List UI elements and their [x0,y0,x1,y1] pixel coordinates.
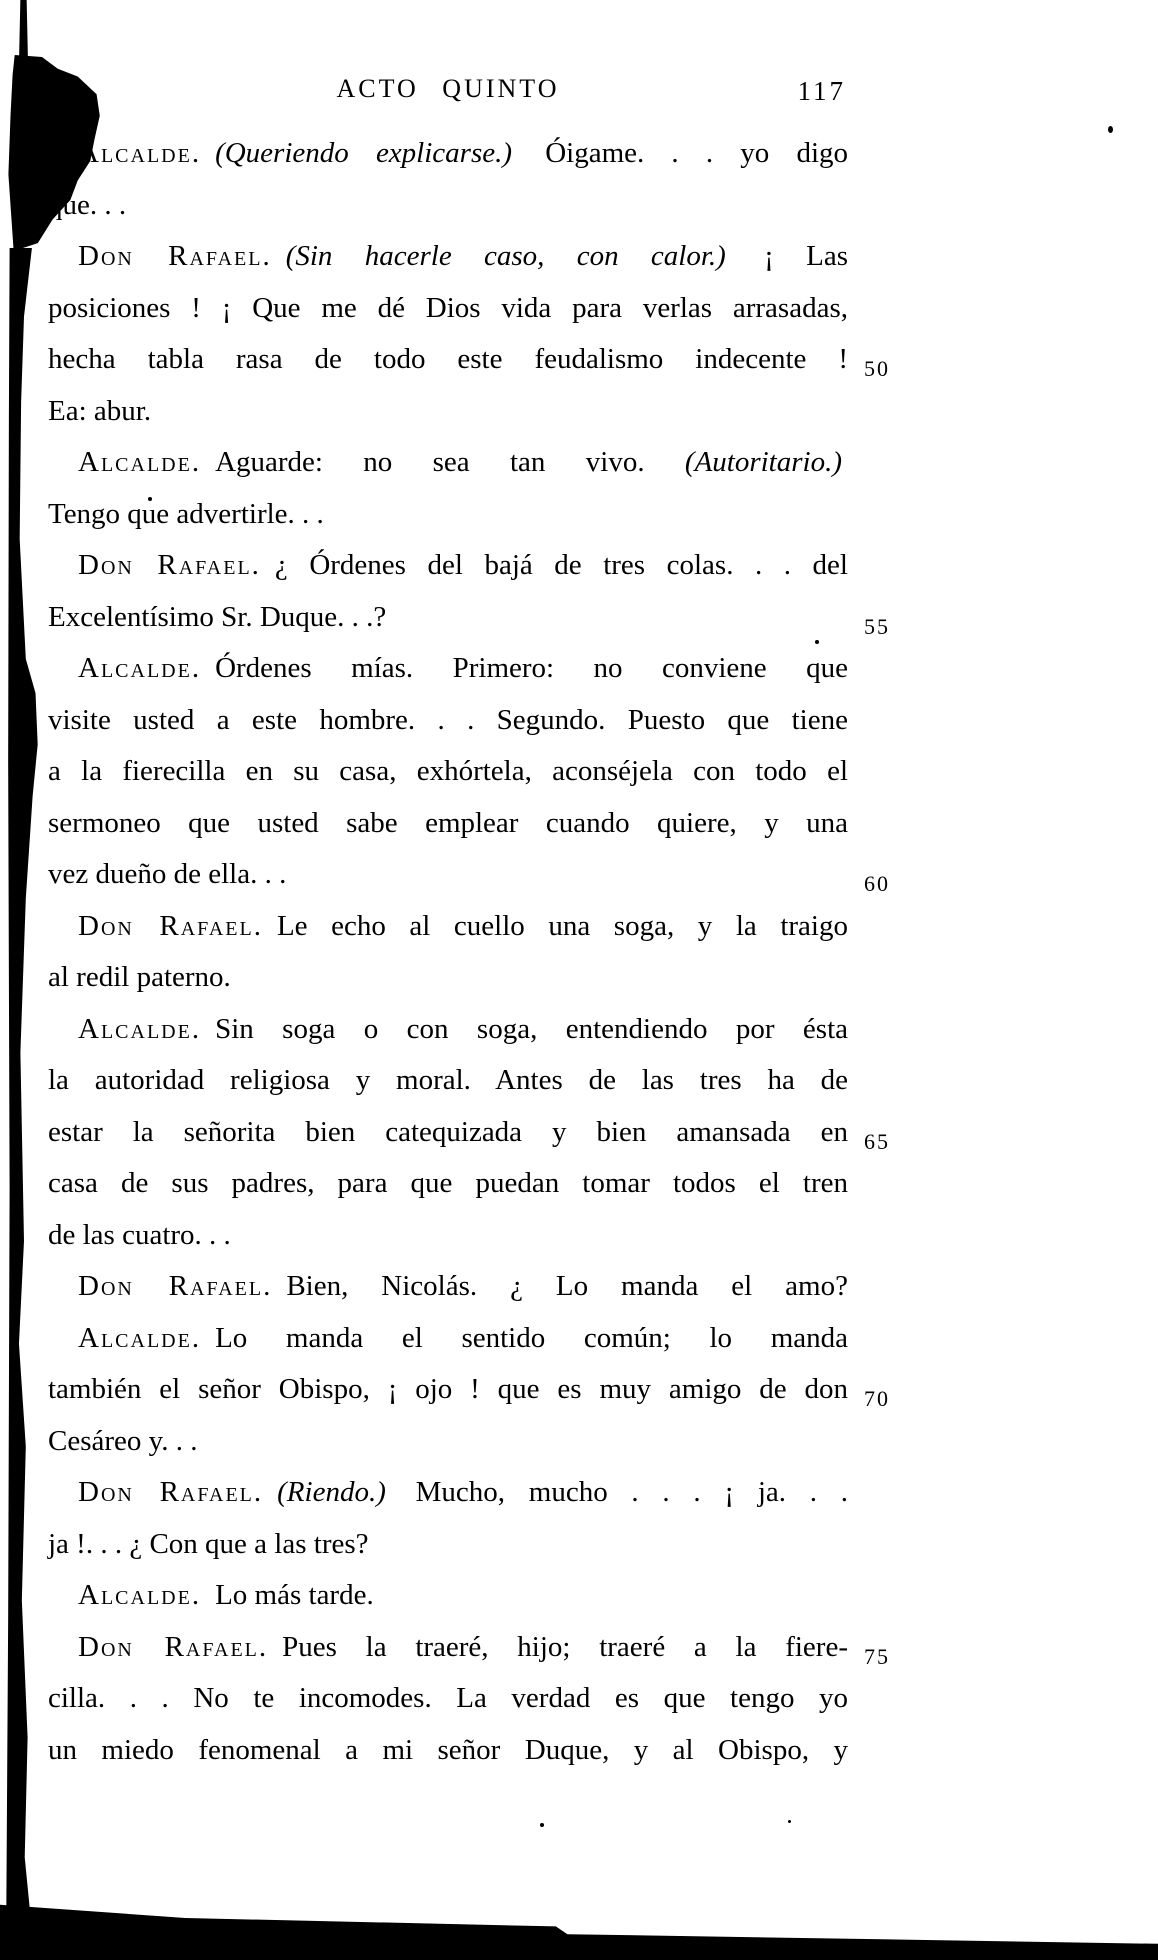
dialogue-text: Óigame. . . yo digo [518,137,849,169]
play-text-block [48,128,890,1776]
dialogue-text: al redil paterno. [48,961,231,993]
text-line [48,1210,848,1262]
dialogue-text: Sin soga o con soga, entendiendo por ésta [215,1012,848,1045]
verse-line-number: 70 [864,1386,890,1411]
dialogue-text: estar la señorita bien catequizada y bien amansada en [48,1115,848,1148]
speaker-name: Alcalde. [78,137,202,169]
text-line [48,128,848,180]
speaker-name: Don Rafael. [78,1630,269,1663]
scan-artifact-left-gutter [6,248,42,1960]
text-line [48,231,848,283]
text-line [48,1107,890,1159]
scan-speck [540,1823,544,1827]
text-line [48,695,848,747]
verse-line-number: 65 [864,1128,890,1154]
text-line [48,643,848,695]
text-line [48,386,848,438]
text-line [48,1158,848,1210]
verse-line-number: 60 [864,871,890,896]
text-line [48,283,848,335]
speaker-name: Don Rafael. [78,1476,264,1508]
dialogue-text: Tengo que advertirle. . . [48,497,324,530]
dialogue-text: vez dueño de ella. . . [48,858,287,890]
stage-direction: (Queriendo explicarse.) [215,137,513,169]
speaker-name: Alcalde. [78,1321,202,1354]
scan-speck [788,1820,791,1823]
speaker-name: Don Rafael. [78,240,272,272]
text-line [48,180,848,232]
speaker-name: Don Rafael. [78,549,261,581]
text-line [48,1519,848,1571]
dialogue-text: cilla. . . No te incomodes. La verdad es que tengo yo [48,1682,848,1714]
speaker-name: Don Rafael. [78,1270,273,1302]
dialogue-text: Lo manda el sentido común; lo manda [215,1321,848,1354]
text-line [48,1725,848,1777]
text-line [48,1570,848,1622]
text-line [48,489,848,541]
verse-line-number: 75 [864,1643,890,1669]
text-line [48,901,848,953]
text-line [48,334,890,386]
dialogue-text: hecha tabla rasa de todo este feudalismo indecente ! [48,343,848,375]
text-line [48,1673,848,1725]
speaker-name: Alcalde. [78,1012,202,1045]
verse-line-number: 55 [864,613,890,639]
dialogue-text: Órdenes mías. Primero: no conviene que [215,652,848,684]
dialogue-text: Aguarde: no sea tan vivo. [215,446,685,478]
text-line [48,540,848,592]
text-line [48,952,848,1004]
speaker-name: Don Rafael. [78,909,263,942]
dialogue-text: ¡ Las [731,240,849,272]
scan-artifact-top-line [19,0,28,62]
dialogue-text: sermoneo que usted sabe emplear cuando quiere, y una [48,806,848,839]
text-line [48,1313,848,1365]
text-line [48,437,848,489]
stage-direction: (Sin hacerle caso, con calor.) [285,240,726,272]
text-line [48,1622,890,1674]
dialogue-text: visite usted a este hombre. . . Segundo. Puesto que tiene [48,703,848,736]
dialogue-text: a la fierecilla en su casa, exhórtela, aconséjela con todo el [48,755,848,787]
dialogue-text: un miedo fenomenal a mi señor Duque, y al Obispo, y [48,1733,848,1766]
scan-speck [1108,126,1113,133]
text-line [48,1364,890,1416]
text-line [48,1467,848,1519]
running-head [48,74,848,116]
dialogue-text: de las cuatro. . . [48,1218,231,1251]
text-line [48,746,848,798]
dialogue-text: Pues la traeré, hijo; traeré a la fiere- [282,1630,848,1663]
dialogue-text: Ea: abur. [48,394,152,427]
dialogue-text: Cesáreo y. . . [48,1424,198,1457]
text-line [48,592,890,644]
dialogue-text: también el señor Obispo, ¡ ojo ! que es muy amigo de don [48,1373,848,1405]
dialogue-text: posiciones ! ¡ Que me dé Dios vida para verlas arrasadas, [48,291,848,324]
dialogue-text: ja !. . . ¿ Con que a las tres? [48,1527,369,1560]
dialogue-text: que. . . [48,188,127,221]
speaker-name: Alcalde. [78,446,202,478]
act-title: ACTO QUINTO [336,74,560,103]
speaker-name: Alcalde. [78,1579,202,1611]
dialogue-text: Excelentísimo Sr. Duque. . .? [48,600,387,633]
dialogue-text: Le echo al cuello una soga, y la traigo [276,909,848,942]
text-line [48,798,848,850]
stage-direction: (Riendo.) [277,1476,386,1508]
text-line [48,1004,848,1056]
verse-line-number: 50 [864,356,890,381]
dialogue-text: ¿ Órdenes del bajá de tres colas. . . del [274,549,848,581]
speaker-name: Alcalde. [78,652,202,684]
text-line [48,849,890,901]
text-line [48,1055,848,1107]
dialogue-text: la autoridad religiosa y moral. Antes de las tres ha de [48,1064,848,1096]
dialogue-text: Lo más tarde. [215,1579,374,1611]
page-number: 117 [797,76,846,106]
scan-artifact-bottom-band [0,1900,1158,1960]
text-line [48,1416,848,1468]
dialogue-text: casa de sus padres, para que puedan tomar todos el tren [48,1167,848,1199]
stage-direction: (Autoritario.) [684,446,842,478]
dialogue-text: Bien, Nicolás. ¿ Lo manda el amo? [286,1270,848,1302]
dialogue-text: Mucho, mucho . . . ¡ ja. . . [391,1476,849,1508]
text-line [48,1261,848,1313]
